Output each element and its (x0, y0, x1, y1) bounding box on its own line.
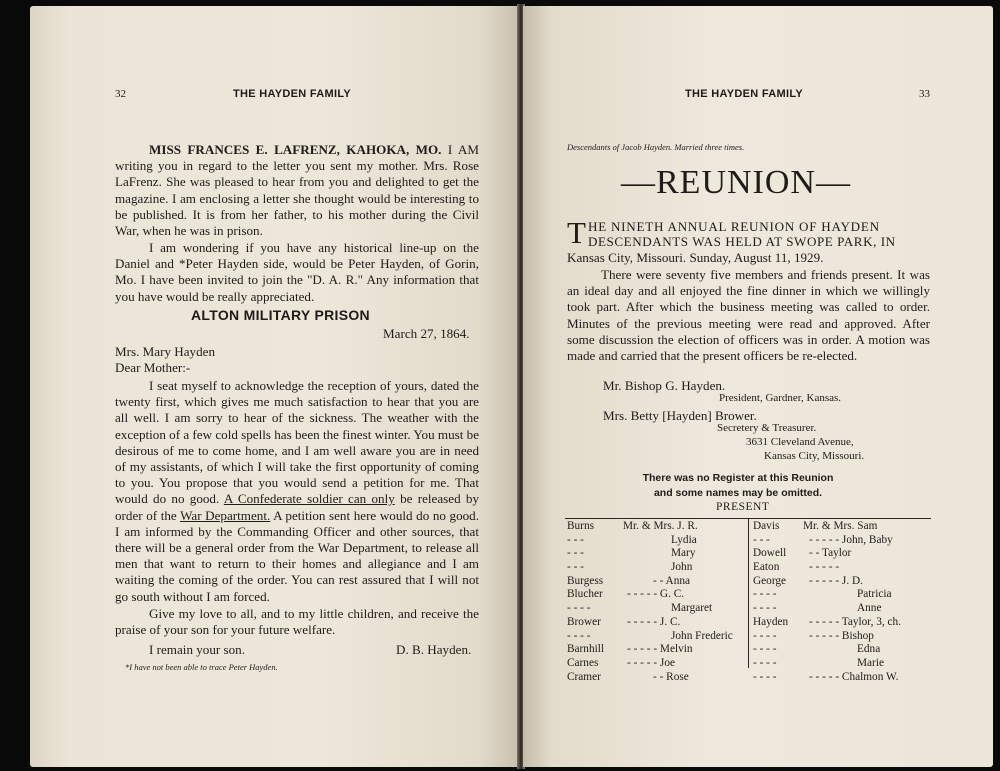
lead-line-3: Kansas City, Missouri. Sunday, August 11, 1929. (567, 250, 824, 265)
register-row: Dowell - - Taylor (753, 547, 852, 560)
officer-1-title: President, Gardner, Kansas. (719, 392, 842, 404)
letter-paragraph-1 (115, 378, 479, 605)
running-head-left: THE HAYDEN FAMILY (233, 88, 351, 100)
register-row: - - - Mary (567, 547, 696, 560)
register-row: - - - - - - - - - Chalmon W. (753, 670, 899, 683)
register-note-line-1: There was no Register at this Reunion (642, 472, 834, 484)
intro-paragraph (115, 142, 479, 239)
signature: D. B. Hayden. (396, 642, 472, 657)
register-row: Carnes - - - - - Joe (567, 656, 675, 669)
register-row: Burgess - - Anna (567, 574, 691, 587)
descendants-note: Descendants of Jacob Hayden. Married three times. (567, 142, 745, 152)
register-row: - - - - - - - - John, Baby (753, 533, 893, 546)
letter-text-c: A petition sent here would do no good. I am informed by the Commanding Officer and other sources, that there will be a general order from the War Department, to release all men that want to return to their homes and allegiance and I am waiting the coming of the order. You can rest assured that I will not go south without I am forced. (115, 507, 479, 604)
officer-2-address-2: Kansas City, Missouri. (764, 450, 865, 462)
letter-text-a: I seat myself to acknowledge the reception of yours, dated the twenty first, which gives me much satisfaction to hear that you are all well. I am sorry to hear of the sickness. The weather with the exception of a few cold spells has been the finest winter. You must be desirous of me to come home, and I am well aware you are in need of my assistants, of which I will take the first opportunity of coming to you. You propose that you would send a petition for me. That would do no good. (115, 378, 480, 507)
drop-cap: T (567, 215, 586, 250)
left-page (30, 6, 518, 767)
register-row: Brower - - - - - J. C. (567, 615, 681, 628)
closing-line: I remain your son. (149, 642, 245, 657)
reunion-title: —REUNION— (621, 164, 851, 201)
salutation-name: Mrs. Mary Hayden (115, 344, 215, 359)
reunion-paragraph: There were seventy five members and friends present. It was an ideal day and all enjoyed the fine dinner in which we willingly took part. After which the business meeting was called to order. Minutes of the previous meeting were read and approved. After some discussion the election of officers was in order. A motion was made and carried that the present officers be re-elected. (567, 267, 930, 364)
page-number-left: 32 (115, 88, 126, 100)
underlined-phrase-2: War Department. (180, 507, 271, 523)
officer-2-title: Secretery & Treasurer. (717, 422, 817, 434)
present-heading: PRESENT (716, 501, 770, 513)
register-row: - - - - Marie (753, 656, 884, 669)
section-heading: ALTON MILITARY PRISON (191, 307, 370, 323)
salutation-greeting: Dear Mother:- (115, 360, 191, 375)
register-row: Cramer - - Rose (567, 670, 689, 683)
page-number-right: 33 (919, 88, 930, 100)
officer-2-address-1: 3631 Cleveland Avenue, (746, 436, 854, 448)
running-head-right: THE HAYDEN FAMILY (685, 88, 803, 100)
register-row: - - - - Margaret (567, 602, 713, 615)
lead-line-2: DESCENDANTS WAS HELD AT SWOPE PARK, IN (588, 234, 896, 249)
register-row: - - - Lydia (567, 533, 697, 546)
register-row: Burns Mr. & Mrs. J. R. (567, 520, 698, 532)
letter-date: March 27, 1864. (383, 326, 470, 341)
letter-text-b: be released by order of the (115, 491, 479, 523)
register-row: - - - - Patricia (753, 588, 892, 601)
register-row: - - - - Edna (753, 643, 881, 656)
footnote: *I have not been able to trace Peter Hayden. (125, 662, 278, 672)
register-row: George - - - - - J. D. (753, 574, 863, 587)
intro-lead: MISS FRANCES E. LAFRENZ, KAHOKA, MO. (149, 142, 442, 157)
right-page (523, 6, 993, 767)
register-row: Blucher - - - - - G. C. (567, 588, 685, 601)
register-row: Davis Mr. & Mrs. Sam (753, 520, 878, 532)
register-row: Barnhill - - - - - Melvin (567, 643, 693, 656)
officer-1-name: Mr. Bishop G. Hayden. (603, 378, 726, 393)
register-row: - - - - John Frederic (567, 629, 733, 642)
intro-text: I AM writing you in regard to the letter you sent my mother. Mrs. Rose LaFrenz. She was pleased to hear from you and delighted to get the magazine. I am enclosing a letter she thought would be interesting to be published. It is from her father, to his mother during the Civil War, when he was in prison. (115, 142, 479, 239)
underlined-phrase-1: A Confederate soldier can only (223, 491, 395, 507)
register-row: - - - - - - - - - Bishop (753, 629, 874, 642)
letter-paragraph-2: Give my love to all, and to my little children, and receive the praise of your son for your future welfare. (115, 606, 479, 638)
officer-2-name: Mrs. Betty [Hayden] Brower. (603, 408, 757, 423)
register-left-column (567, 520, 745, 684)
register-right-column (753, 520, 931, 684)
register-row: - - - - Anne (753, 602, 882, 615)
register-row: Eaton - - - - - (753, 561, 840, 574)
lead-line-1: HE NINETH ANNUAL REUNION OF HAYDEN (588, 219, 880, 234)
register-row: Hayden - - - - - Taylor, 3, ch. (753, 615, 902, 628)
register-row: - - - John (567, 561, 693, 574)
register-note (633, 471, 843, 501)
register-note-line-2: and some names may be omitted. (653, 487, 823, 499)
paragraph-2: I am wondering if you have any historical line-up on the Daniel and *Peter Hayden side, would be Peter Hayden, of Gorin, Mo. I have been invited to join the "D. A. R." Any information that you have would be really appreciated. (115, 240, 479, 304)
register-divider (748, 518, 749, 668)
